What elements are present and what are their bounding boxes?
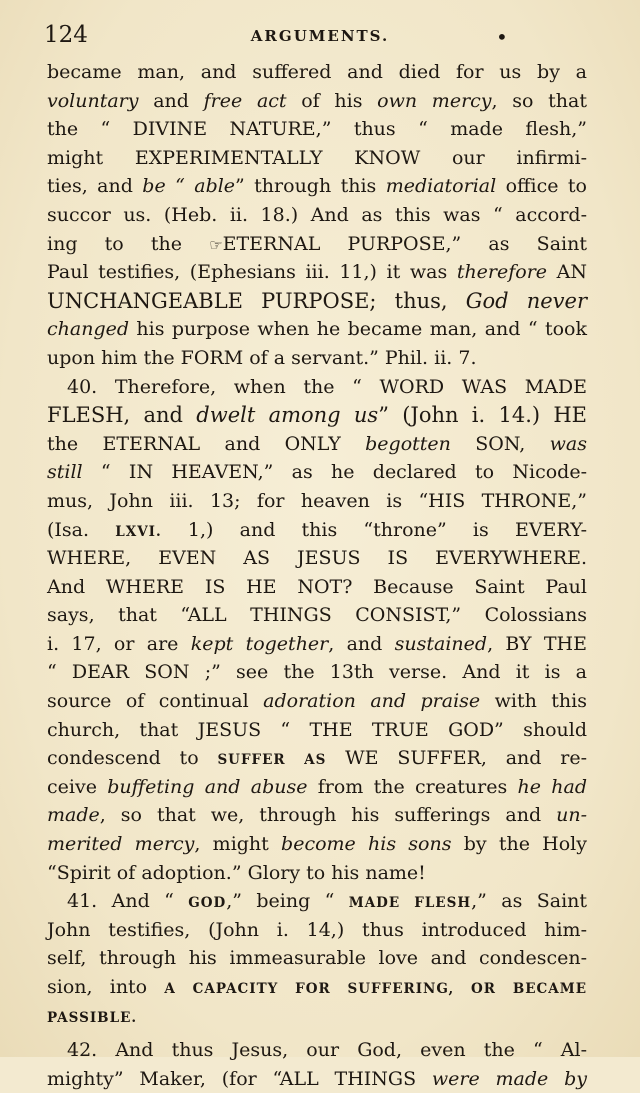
text-segment: might EXPERIMENTALLY KNOW our infirmi- <box>47 146 587 169</box>
text-segment: , so that <box>491 89 587 112</box>
running-title: ARGUMENTS. <box>250 27 390 45</box>
text-segment: church, that JESUS “ THE TRUE GOD” should <box>47 718 587 741</box>
text-line <box>47 230 587 259</box>
italic-text: dwelt among us <box>196 403 379 428</box>
text-line <box>47 487 587 516</box>
small-caps-text: A CAPACITY FOR SUFFERING, OR BECAME <box>164 981 587 997</box>
text-segment: the “ DIVINE NATURE,” thus “ made flesh,” <box>47 118 587 141</box>
text-line <box>47 1002 587 1031</box>
text-segment: from the creatures <box>307 775 518 798</box>
italic-text: changed <box>47 318 130 341</box>
ink-speck: • <box>496 25 508 49</box>
text-segment: “Spirit of adoption.” Glory to his name! <box>47 861 426 884</box>
italic-text: was <box>549 432 587 455</box>
text-line <box>47 287 587 316</box>
text-line <box>47 258 587 287</box>
text-segment: sion, into <box>47 976 165 998</box>
text-segment: self, through his immeasurable love and condescen- <box>47 947 587 970</box>
pointing-hand-icon: ☞ <box>209 235 223 254</box>
text-line <box>47 58 587 87</box>
italic-text: buffeting and abuse <box>107 775 308 798</box>
italic-text: be “ able <box>142 175 236 198</box>
running-header <box>44 22 596 52</box>
italic-text: he had <box>517 775 588 798</box>
text-segment: says, that “ALL THINGS CONSIST,” Colossians <box>47 604 587 627</box>
italic-text: un- <box>556 804 587 827</box>
text-line <box>47 115 587 144</box>
italic-text: were made by <box>431 1067 587 1090</box>
text-line <box>47 944 587 973</box>
small-caps-text: MADE FLESH <box>348 895 472 912</box>
text-segment: UNCHANGEABLE PURPOSE; thus, <box>47 288 466 313</box>
text-segment: became man, and suffered and died for us by a <box>47 61 587 83</box>
text-segment: Paul testifies, (Ephesians iii. 11,) it was <box>47 261 457 284</box>
italic-text: therefore <box>456 261 548 284</box>
page-number: 124 <box>44 22 88 48</box>
small-caps-text: PASSIBLE. <box>47 1009 138 1026</box>
text-segment: 1,) and this “throne” is EVERY- <box>161 518 588 541</box>
text-segment: (Isa. <box>47 518 116 541</box>
text-segment: ties, and <box>47 175 143 198</box>
text-segment: ” through this <box>235 175 386 198</box>
text-segment: And WHERE IS HE NOT? Because Saint Paul <box>47 575 587 598</box>
body-text <box>47 58 587 1093</box>
text-segment: office to <box>496 175 587 198</box>
italic-text: own mercy <box>377 89 492 112</box>
text-line <box>47 172 587 201</box>
text-segment: ,” as Saint <box>471 890 588 913</box>
text-segment: ing to the <box>47 232 210 255</box>
text-segment: and <box>138 89 204 112</box>
italic-text: made <box>47 804 100 827</box>
text-segment: mighty” Maker, (for “ALL THINGS <box>47 1067 432 1090</box>
text-line <box>47 630 587 659</box>
text-segment: i. 17, or are <box>47 632 191 655</box>
small-caps-text: GOD <box>188 895 227 912</box>
italic-text: adoration and praise <box>263 690 481 713</box>
text-segment: source of continual <box>47 690 264 713</box>
text-line <box>47 87 587 116</box>
text-line <box>47 544 587 573</box>
text-segment: ETERNAL PURPOSE,” as Saint <box>222 232 587 255</box>
text-segment: succor us. (Heb. ii. 18.) And as this was “ accord- <box>47 203 587 226</box>
text-segment: , BY THE <box>487 632 587 655</box>
text-segment: 40. Therefore, when the “ WORD WAS MADE <box>67 375 587 398</box>
text-segment: John testifies, (John i. 14,) thus introduced him- <box>47 918 587 941</box>
italic-text: still <box>47 461 83 484</box>
text-line <box>47 687 587 716</box>
text-line <box>47 716 587 745</box>
italic-text: mediatorial <box>385 175 497 198</box>
text-segment: “ IN HEAVEN,” as he declared to Nicode- <box>82 461 587 484</box>
text-line <box>47 887 587 916</box>
text-segment: ” (John i. 14.) HE <box>378 403 587 428</box>
text-line <box>47 801 587 830</box>
text-segment: WHERE, EVEN AS JESUS IS EVERYWHERE. <box>47 547 587 570</box>
text-line <box>47 1065 587 1093</box>
italic-text: merited mercy <box>47 833 195 856</box>
text-segment: ,” being “ <box>226 890 349 913</box>
text-line <box>47 401 587 430</box>
text-line <box>47 744 587 773</box>
text-segment: his purpose when he became man, and “ took <box>129 318 587 341</box>
italic-text: become his sons <box>281 833 452 856</box>
text-segment: “ DEAR SON ;” see the 13th verse. And it is a <box>47 661 587 684</box>
text-segment: , so that we, through his sufferings and <box>99 804 557 827</box>
text-segment: condescend to <box>47 747 218 770</box>
text-segment: of his <box>286 89 378 112</box>
text-line <box>47 201 587 230</box>
text-line <box>47 344 587 373</box>
text-line <box>47 601 587 630</box>
text-segment: SON, <box>450 432 550 455</box>
italic-text: kept together <box>190 632 329 655</box>
text-line <box>47 1036 587 1065</box>
text-line <box>47 916 587 945</box>
text-segment: with this <box>480 690 587 713</box>
text-line <box>47 573 587 602</box>
text-segment: the ETERNAL and ONLY <box>47 432 366 455</box>
text-line <box>47 315 587 344</box>
text-segment: , might <box>194 833 282 856</box>
text-line <box>47 430 587 459</box>
text-line <box>47 516 587 545</box>
italic-text: free act <box>203 89 287 112</box>
small-caps-text: LXVI. <box>115 523 162 540</box>
text-segment: , and <box>328 632 395 655</box>
text-segment: by the Holy <box>451 833 587 856</box>
text-segment: mus, John iii. 13; for heaven is “HIS THRONE,” <box>47 489 587 512</box>
small-caps-text: SUFFER AS <box>217 752 327 769</box>
text-segment: 42. And thus Jesus, our God, even the “ Al- <box>67 1039 587 1062</box>
italic-text: sustained <box>394 632 488 655</box>
italic-text: God never <box>465 288 587 313</box>
text-segment: AN <box>547 261 588 284</box>
text-line <box>47 859 587 888</box>
italic-text: voluntary <box>47 89 139 112</box>
text-segment: WE SUFFER, and re- <box>326 747 588 770</box>
text-line <box>47 973 587 1002</box>
text-segment: upon him the FORM of a servant.” Phil. ii. 7. <box>47 346 477 369</box>
text-segment: ceive <box>47 775 108 798</box>
text-line <box>47 773 587 802</box>
text-line <box>47 830 587 859</box>
italic-text: begotten <box>365 432 451 455</box>
text-segment: 41. And “ <box>67 890 189 913</box>
text-line <box>47 458 587 487</box>
text-segment: FLESH, and <box>47 403 197 428</box>
text-line <box>47 144 587 173</box>
text-line <box>47 373 587 402</box>
text-line <box>47 658 587 687</box>
